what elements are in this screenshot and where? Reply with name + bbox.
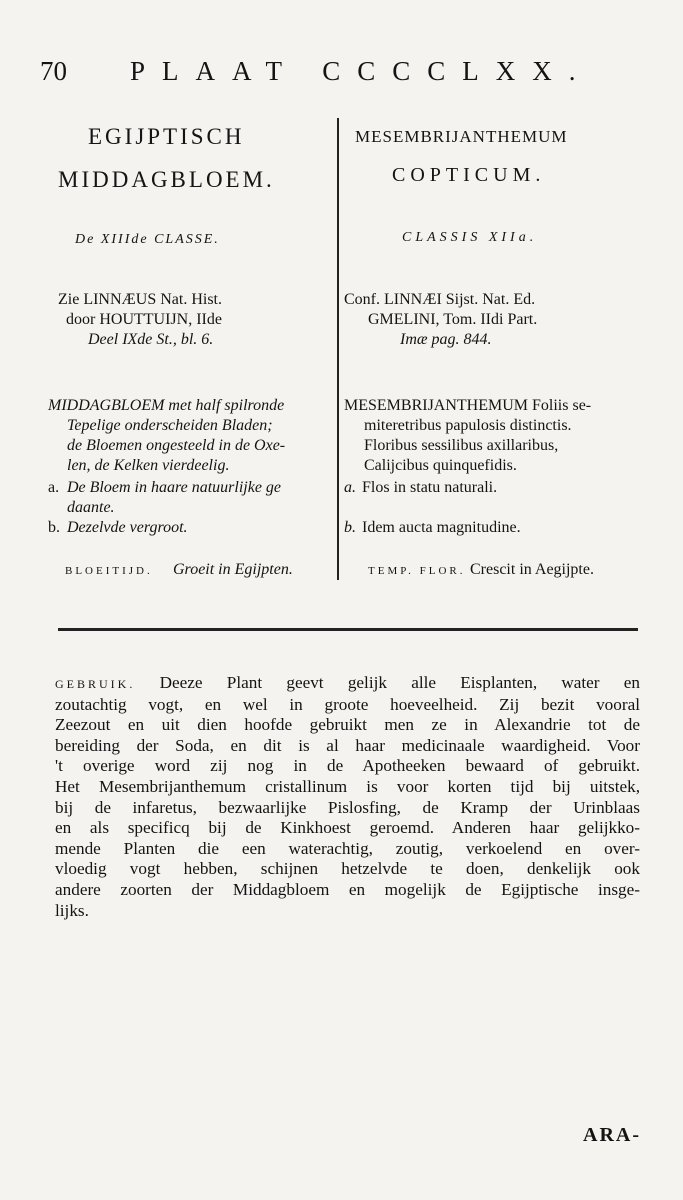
left-item-b-key: b.: [48, 519, 60, 536]
right-item-b-key: b.: [344, 519, 356, 536]
right-description-3: Floribus sessilibus axillaribus,: [364, 437, 559, 454]
gebruik-line: zoutachtig vogt, en wel in groote hoeveelheid. Zij bezit vooral: [55, 694, 640, 714]
gebruik-line: vloedig vogt hebben, schijnen hetzelvde te doen, denkelijk ook: [55, 859, 640, 879]
temp-flor-label: TEMP. FLOR.: [368, 565, 466, 577]
bloeitijd-text: Groeit in Egijpten.: [173, 561, 293, 578]
gebruik-paragraph: [55, 673, 640, 921]
section-rule: [58, 628, 638, 631]
right-item-a-key: a.: [344, 479, 356, 496]
gebruik-line: mende Planten die een waterachtig, zoutig, verkoelend en over-: [55, 838, 640, 858]
gebruik-line: lijks.: [55, 900, 89, 920]
bloeitijd-label: BLOEITIJD.: [65, 565, 153, 577]
gebruik-line: en als specificq bij de Kinkhoest geroemd. Anderen haar gelijkko-: [55, 818, 640, 838]
left-title-line1: EGIJPTISCH: [88, 124, 245, 149]
left-description-2: Tepelige onderscheiden Bladen;: [67, 417, 273, 434]
plate-title: PLAAT CCCCLXX.: [130, 56, 593, 86]
right-title-line2: COPTICUM.: [392, 164, 546, 186]
left-item-a-key: a.: [48, 479, 60, 496]
gebruik-label: GEBRUIK.: [55, 677, 136, 691]
gebruik-line: bereiding der Soda, en dit is al haar medicinaale waardigheid. Voor: [55, 735, 640, 755]
gebruik-line: 't overige word zij nog in de Apotheeken bewaard of gebruikt.: [55, 756, 640, 776]
right-class-label: CLASSIS XIIa.: [402, 230, 538, 245]
right-description-1: MESEMBRIJANTHEMUM Foliis se-: [344, 397, 592, 414]
left-reference-2: door HOUTTUIJN, IIde: [66, 311, 222, 328]
page-number: 70: [40, 56, 67, 86]
right-item-a-text: Flos in statu naturali.: [362, 479, 498, 496]
gebruik-line-text: Deeze Plant geevt gelijk alle Eisplanten, water en: [159, 673, 640, 692]
right-reference-3: Imæ pag. 844.: [400, 331, 492, 348]
right-item-b-text: Idem aucta magnitudine.: [362, 519, 521, 536]
column-divider: [337, 118, 339, 580]
gebruik-line: Het Mesembrijanthemum cristallinum is voor korten tijd bij uitstek,: [55, 776, 640, 796]
left-title-line2: MIDDAGBLOEM.: [58, 167, 275, 192]
gebruik-line: andere zoorten der Middagbloem en mogelijk de Egijptische insge-: [55, 879, 640, 899]
right-description-2: miteretribus papulosis distinctis.: [364, 417, 572, 434]
temp-flor-text: Crescit in Aegijpte.: [470, 561, 594, 578]
right-title-line1: MESEMBRIJANTHEMUM: [355, 127, 568, 146]
right-reference-2: GMELINI, Tom. IIdi Part.: [368, 311, 538, 328]
left-item-a-text-2: daante.: [67, 499, 115, 516]
right-description-4: Calijcibus quinquefidis.: [364, 457, 517, 474]
left-description-1: MIDDAGBLOEM met half spilronde: [48, 397, 285, 414]
gebruik-line: bij de infaretus, bezwaarlijke Pislosfing, de Kramp der Urinblaas: [55, 797, 640, 817]
left-class-label: De XIIIde CLASSE.: [75, 232, 220, 247]
left-item-b-text: Dezelvde vergroot.: [67, 519, 188, 536]
left-reference-1: Zie LINNÆUS Nat. Hist.: [58, 291, 222, 308]
left-description-4: len, de Kelken vierdeelig.: [67, 457, 230, 474]
left-reference-3: Deel IXde St., bl. 6.: [88, 331, 214, 348]
left-description-3: de Bloemen ongesteeld in de Oxe-: [67, 437, 286, 454]
left-item-a-text-1: De Bloem in haare natuurlijke ge: [67, 479, 282, 496]
gebruik-line: [55, 673, 640, 695]
right-reference-1: Conf. LINNÆI Sijst. Nat. Ed.: [344, 291, 536, 308]
catchword: ARA-: [583, 1124, 641, 1146]
gebruik-line: Zeezout en uit dien hoofde gebruikt men ze in Alexandrie tot de: [55, 715, 640, 735]
